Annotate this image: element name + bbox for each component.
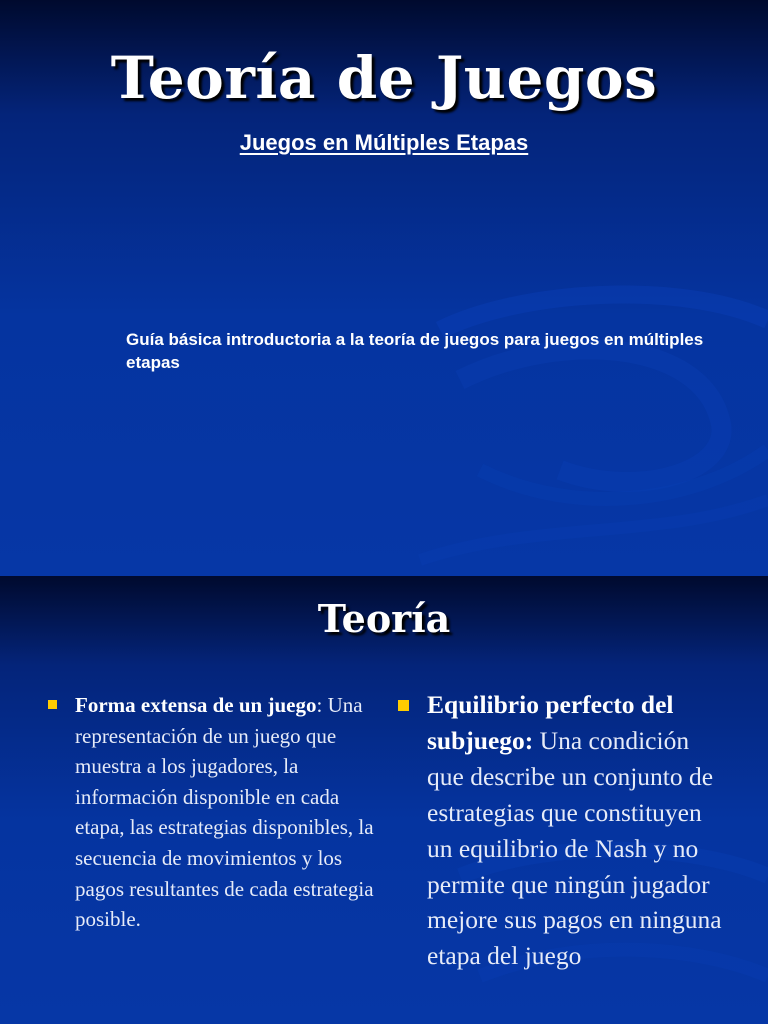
square-bullet-icon (48, 700, 57, 709)
bullet-item (48, 690, 378, 935)
bullet-item (398, 687, 728, 974)
square-bullet-icon (398, 700, 409, 711)
bullet-definition: Una condición que describe un conjunto de estrategias que constituyen un equilibrio de Nash y no permite que ningún jugador mejore sus pagos en ninguna etapa del juego (427, 725, 722, 971)
slide-title: Teoría de Juegos (110, 44, 658, 112)
bullet-term: Forma extensa de un juego (75, 693, 317, 717)
bullet-definition: : Una representación de un juego que muestra a los jugadores, la información disponible en cada etapa, las estrategias disponibles, la secuencia de movimientos y los pagos resultantes de cada estrategia posible. (75, 693, 374, 932)
bullet-term: Equilibrio perfecto del subjuego: (427, 690, 674, 755)
bullet-content (48, 690, 378, 935)
theory-slide (0, 576, 768, 1024)
bullet-content (398, 687, 728, 974)
slide-title: Teoría (317, 596, 451, 641)
slide-subtitle: Juegos en Múltiples Etapas (239, 130, 529, 155)
slide-description: Guía básica introductoria a la teoría de juegos para juegos en múltiples etapas (126, 330, 704, 372)
